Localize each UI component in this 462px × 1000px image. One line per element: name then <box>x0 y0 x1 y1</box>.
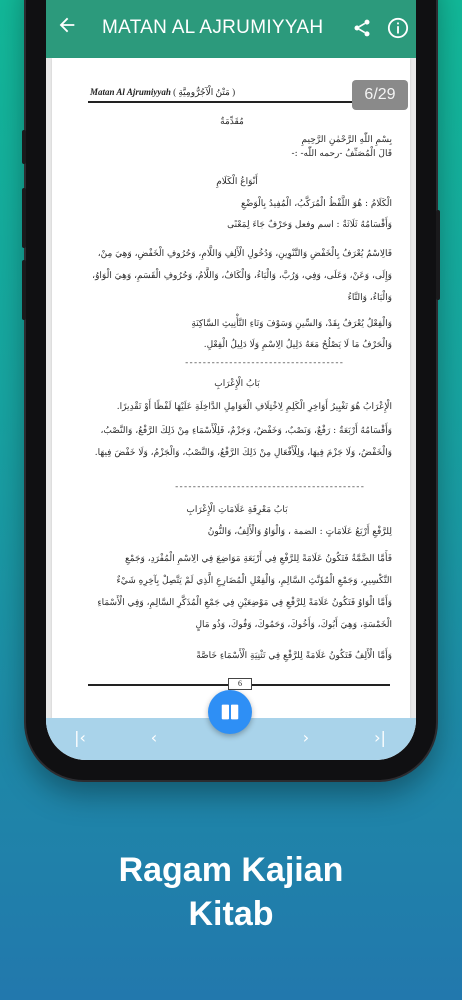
app-bar <box>46 0 416 58</box>
section-divider-2: ------------------------------------------- <box>174 482 364 492</box>
section-heading-anwa: أَنْوَاعُ الْكَلَامِ <box>216 177 258 187</box>
paragraph-11: وَأَمَّا الْأَلِفُ فَتَكُونُ عَلَامَةً لِلرَّفْعِ فِي تَثْنِيَةِ الْأَسْمَاءِ خَاصَّةً <box>196 651 392 661</box>
paragraph-9: فَأَمَّا الضَّمَّةُ فَتَكُونُ عَلَامَةً لِلرَّفْعِ فِي أَرْبَعَةِ مَوَاضِعَ فِي الِاسْمِ الْمُفْرَدِ، وَجَمْعِ التَّكْسِيرِ، وَجَمْعِ الْمُؤَنَّثِ السَّالِمِ، وَالْفِعْلِ الْمُضَارِعِ الَّذِي لَمْ يَتَّصِلْ بِآخِرِهِ شَيْءٌ <box>116 554 392 586</box>
paragraph-4: وَالْفِعْلُ يُعْرَفُ بِقَدْ، وَالسِّينِ وَسَوْفَ وَتَاءِ التَّأْنِيثِ السَّاكِنَةِ <box>191 319 392 329</box>
document-header <box>90 87 235 98</box>
page-indicator: 6/29 <box>352 80 408 110</box>
book-open-icon <box>219 701 241 723</box>
first-page-button[interactable]: |‹ <box>74 728 86 747</box>
document-header-latin: Matan Al Ajrumiyyah <box>90 87 171 97</box>
document-header-arabic: ( مَتْنُ الْآجُرُّومِيَّةِ ) <box>173 87 236 97</box>
app-title: MATAN AL AJRUMIYYAH <box>102 17 324 38</box>
paragraph-2: وَأَقْسَامُهُ ثَلَاثَةٌ : اسم وفعل وَحَرْفٌ جَاءَ لِمَعْنًى <box>227 220 392 230</box>
paragraph-5: وَالْحَرْفُ مَا لَا يَصْلُحُ مَعَهُ دَلِيلُ الِاسْمِ وَلَا دَلِيلُ الْفِعْلِ. <box>203 340 392 350</box>
pdf-viewer[interactable] <box>46 58 416 718</box>
share-icon[interactable] <box>352 18 372 38</box>
basmalah-line: بِسْمِ اللّٰهِ الرَّحْمٰنِ الرَّحِيمِ <box>301 135 392 145</box>
paragraph-3: فَالِاسْمُ يُعْرَفُ بِالْخَفْضِ وَالتَّنْوِينِ، وَدُخُولِ الْأَلِفِ وَاللَّامِ، وَحُرُوفِ الْخَفْضِ، وَهِيَ مِنْ، وَإِلَى، وَعَنْ، وَعَلَى، وَفِي، وَرُبَّ، وَالْبَاءُ، وَالْكَافُ، وَاللَّامُ، وَحُرُوفِ الْقَسَمِ، وَهِيَ الْوَاوُ، وَالْبَاءُ، وَالتَّاءُ <box>92 249 392 303</box>
section-heading-muqaddimah: مُقَدِّمَةٌ <box>220 117 244 127</box>
paragraph-1: الْكَلَامُ : هُوَ اللَّفْظُ الْمُرَكَّبُ، الْمُفِيدُ بِالْوَضْعِ <box>240 199 392 209</box>
back-arrow-icon[interactable] <box>56 14 78 36</box>
next-page-button[interactable]: › <box>302 728 310 747</box>
last-page-button[interactable]: ›| <box>374 728 386 747</box>
previous-page-button[interactable]: ‹ <box>150 728 158 747</box>
header-rule <box>88 101 384 103</box>
info-icon[interactable] <box>387 17 409 39</box>
paragraph-6: الْإِعْرَابُ هُوَ تَغْيِيرُ أَوَاخِرِ الْكَلِمِ لِاخْتِلَافِ الْعَوَامِلِ الدَّاخِلَةِ عَلَيْهَا لَفْظًا أَوْ تَقْدِيرًا. <box>116 402 392 412</box>
document-page <box>52 58 410 718</box>
app-screen <box>46 0 416 760</box>
section-heading-irab: بَابُ الْإِعْرَابِ <box>214 379 260 389</box>
footer-page-number: 6 <box>228 678 252 690</box>
section-heading-alamat: بَابُ مَعْرِفَةِ عَلَامَاتِ الْإِعْرَابِ <box>186 505 288 515</box>
paragraph-7: وَأَقْسَامُهُ أَرْبَعَةٌ : رَفْعٌ، وَنَصْبٌ، وَخَفْضٌ، وَجَزْمٌ، فَلِلْأَسْمَاءِ مِنْ ذَلِكَ الرَّفْعُ، وَالنَّصْبُ، وَالْخَفْضُ، وَلَا جَزْمَ فِيهَا، وَلِلْأَفْعَالِ مِنْ ذَلِكَ الرَّفْعُ، وَالنَّصْبُ، وَالْجَزْمُ، وَلَا خَفْضَ فِيهَا. <box>94 426 392 458</box>
section-divider: ------------------------------------ <box>184 358 344 368</box>
promo-tagline: Ragam Kajian Kitab <box>118 851 344 933</box>
paragraph-10: وَأَمَّا الْوَاوُ فَتَكُونُ عَلَامَةً لِلرَّفْعِ فِي مَوْضِعَيْنِ فِي جَمْعِ الْمُذَكَّرِ السَّالِمِ، وَفِي الْأَسْمَاءِ الْخَمْسَةِ، وَهِيَ أَبُوكَ، وَأَخُوكَ، وَحَمُوكَ، وَفُوكَ، وَذُو مَالٍ <box>97 598 392 630</box>
author-said-line: قَالَ الْمُصَنِّفُ -رحمه اللّٰه- :- <box>291 149 392 159</box>
book-menu-button[interactable] <box>208 690 252 734</box>
paragraph-8: لِلرَّفْعِ أَرْبَعُ عَلَامَاتٍ : الضمة ، وَالْوَاوُ وَالْأَلِفُ، وَالنُّونُ <box>207 527 392 537</box>
